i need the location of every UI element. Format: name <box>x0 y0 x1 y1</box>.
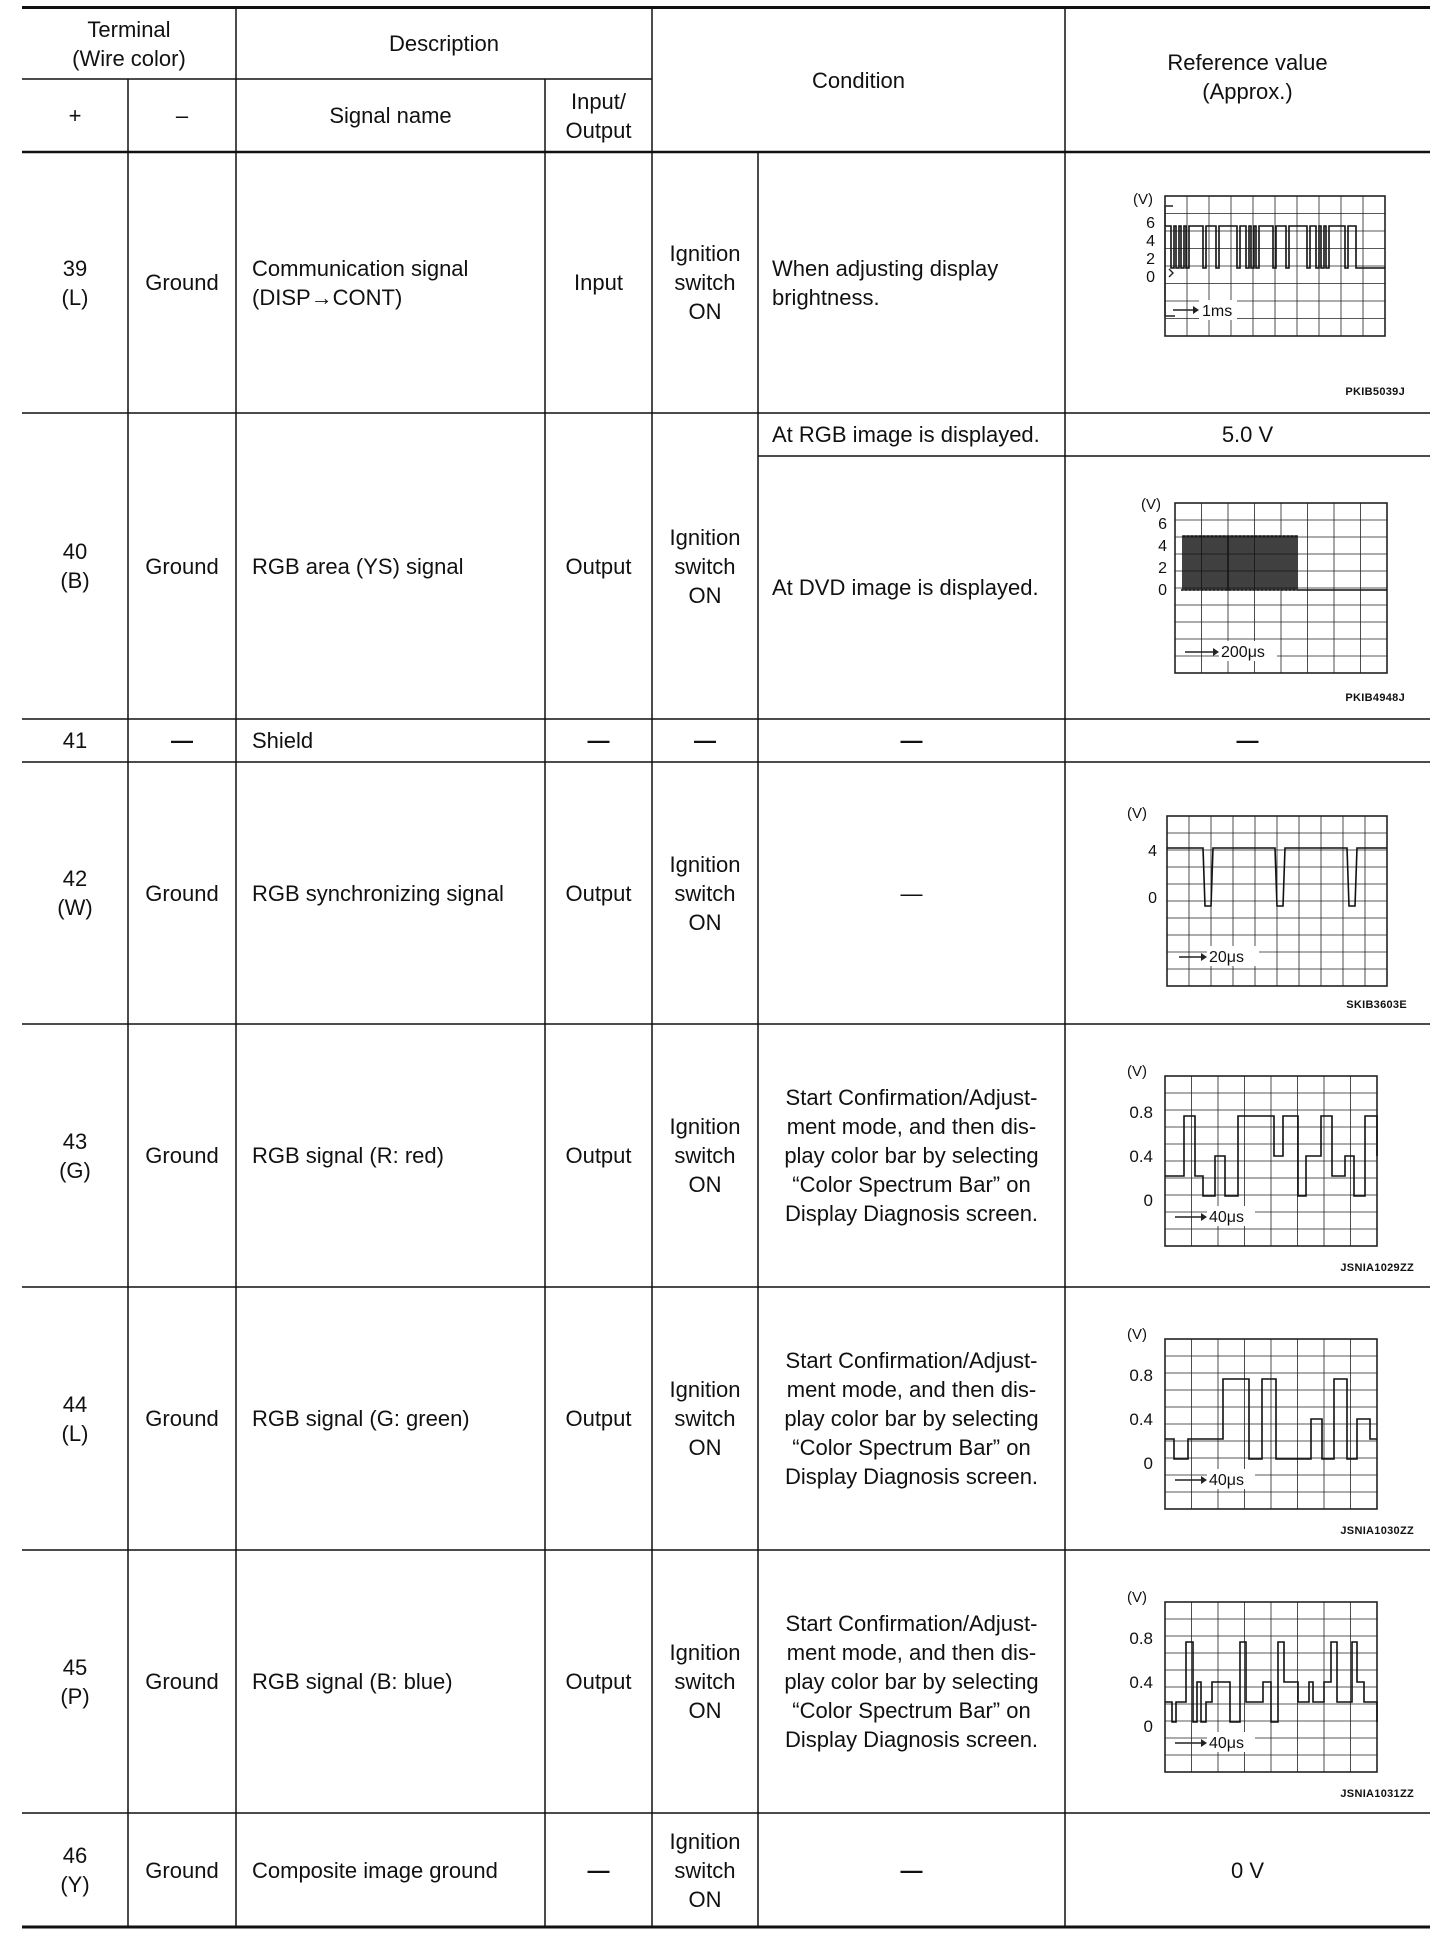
io-type: Input <box>574 270 623 295</box>
figure-code: JSNIA1030ZZ <box>1340 1525 1414 1537</box>
signal-name: Shield <box>252 728 314 753</box>
condition-text: When adjusting display brightness. <box>772 255 999 310</box>
waveform-43 <box>1087 1054 1407 1254</box>
signal-name: RGB signal (G: green) <box>252 1406 470 1431</box>
terminal-number: 40 (B) <box>60 539 90 593</box>
ignition-state: Ignition switch ON <box>669 851 741 935</box>
signal-name: RGB area (YS) signal <box>252 553 464 579</box>
ground-terminal: Ground <box>145 1406 219 1431</box>
condition-text: — <box>900 1857 923 1883</box>
y-tick-label: 0 <box>1158 582 1167 599</box>
time-scale-label: 200μs <box>1221 644 1265 661</box>
figure-code: SKIB3603E <box>1346 999 1407 1011</box>
ignition-state: — <box>694 728 716 753</box>
y-tick-label: 0 <box>1143 1717 1153 1736</box>
terminal-number: 41 <box>62 728 88 753</box>
time-scale-label: 20μs <box>1209 949 1245 966</box>
y-tick-label: 0.4 <box>1129 1147 1153 1166</box>
header-terminal: Terminal (Wire color) <box>72 16 186 71</box>
ground-terminal: Ground <box>145 553 219 579</box>
y-tick-label: 4 <box>1146 233 1155 250</box>
terminal-number: 43 (G) <box>59 1128 91 1183</box>
waveform-trace <box>1181 536 1387 590</box>
y-unit-label: (V) <box>1141 496 1161 513</box>
condition-text: — <box>900 880 923 906</box>
signal-name: RGB synchronizing signal <box>252 880 504 906</box>
ground-terminal: Ground <box>145 880 219 906</box>
header-signal-name: Signal name <box>329 103 452 128</box>
y-tick-label: 6 <box>1146 215 1155 232</box>
ignition-state: Ignition switch ON <box>669 524 741 608</box>
io-type: — <box>587 728 610 753</box>
y-unit-label: (V) <box>1127 1063 1147 1080</box>
io-type: — <box>587 1857 610 1883</box>
y-unit-label: (V) <box>1133 191 1153 208</box>
ignition-state: Ignition switch ON <box>669 1640 741 1723</box>
waveform-40 <box>1105 491 1405 676</box>
y-tick-label: 0.8 <box>1129 1103 1153 1122</box>
signal-name: Communication signal (DISP→CONT) <box>252 255 469 310</box>
ignition-state: Ignition switch ON <box>669 1828 741 1912</box>
io-type: Output <box>565 1143 632 1168</box>
terminal-reference-table <box>22 6 1430 1930</box>
y-tick-label: 2 <box>1158 560 1167 577</box>
header-minus: – <box>175 103 189 128</box>
header-condition: Condition <box>812 67 905 93</box>
io-type: Output <box>565 1669 632 1694</box>
signal-name: Composite image ground <box>252 1857 498 1883</box>
ground-terminal: Ground <box>145 1669 219 1694</box>
condition-text: Start Confirmation/Adjust- ment mode, and then dis- play color bar by selecting “Color Spectrum Bar” on Display Diagnosis screen. <box>784 1611 1039 1752</box>
condition-text: — <box>900 728 923 753</box>
header-reference-value: Reference value (Approx.) <box>1167 50 1328 104</box>
figure-code: JSNIA1029ZZ <box>1340 1262 1414 1274</box>
figure-code: PKIB5039J <box>1345 386 1405 398</box>
y-unit-label: (V) <box>1127 1326 1147 1343</box>
signal-name: RGB signal (R: red) <box>252 1143 444 1168</box>
ignition-state: Ignition switch ON <box>669 1114 741 1197</box>
header-description: Description <box>388 31 500 56</box>
io-type: Output <box>565 1406 632 1431</box>
y-tick-label: 0 <box>1143 1191 1153 1210</box>
y-tick-label: 4 <box>1158 538 1167 555</box>
ignition-state: Ignition switch ON <box>669 241 741 324</box>
terminal-number: 44 (L) <box>61 1391 89 1446</box>
y-unit-label: (V) <box>1127 1589 1147 1606</box>
condition-rgb: At RGB image is displayed. <box>772 422 1040 447</box>
ground-terminal: Ground <box>145 270 219 295</box>
reference-value: — <box>1236 728 1259 753</box>
time-scale-label: 40μs <box>1209 1472 1245 1489</box>
condition-dvd: At DVD image is displayed. <box>772 575 1039 600</box>
waveform-39 <box>1105 186 1405 361</box>
time-scale-label: 1ms <box>1202 303 1233 320</box>
terminal-number: 39 (L) <box>61 255 89 310</box>
io-type: Output <box>565 553 632 579</box>
terminal-number: 42 (W) <box>57 866 93 920</box>
reference-value: 0 V <box>1230 1857 1265 1883</box>
value-rgb: 5.0 V <box>1221 422 1274 447</box>
time-scale-label: 40μs <box>1209 1735 1245 1752</box>
waveform-44 <box>1087 1317 1407 1517</box>
y-tick-label: 4 <box>1148 843 1157 860</box>
terminal-number: 45 (P) <box>60 1654 90 1709</box>
header-input-output: Input/ Output <box>565 88 632 143</box>
y-tick-label: 6 <box>1158 516 1167 533</box>
time-scale-label: 40μs <box>1209 1209 1245 1226</box>
y-tick-label: 0.8 <box>1129 1366 1153 1385</box>
terminal-number: 46 (Y) <box>60 1843 90 1897</box>
y-unit-label: (V) <box>1127 805 1147 822</box>
y-tick-label: 0.8 <box>1129 1629 1153 1648</box>
condition-text: Start Confirmation/Adjust- ment mode, and then dis- play color bar by selecting “Color Spectrum Bar” on Display Diagnosis screen. <box>784 1085 1039 1226</box>
y-tick-label: 0 <box>1146 269 1155 286</box>
waveform-45 <box>1087 1580 1407 1780</box>
figure-code: PKIB4948J <box>1345 692 1405 704</box>
waveform-42 <box>1105 792 1405 992</box>
io-type: Output <box>565 880 632 906</box>
condition-text: Start Confirmation/Adjust- ment mode, and then dis- play color bar by selecting “Color Spectrum Bar” on Display Diagnosis screen. <box>784 1348 1039 1489</box>
y-tick-label: 2 <box>1146 251 1155 268</box>
ground-terminal: Ground <box>145 1857 219 1883</box>
ground-terminal: — <box>171 728 193 753</box>
y-tick-label: 0 <box>1148 890 1157 907</box>
y-tick-label: 0.4 <box>1129 1673 1153 1692</box>
figure-code: JSNIA1031ZZ <box>1340 1788 1414 1800</box>
header-plus: + <box>68 103 82 128</box>
y-tick-label: 0 <box>1143 1454 1153 1473</box>
ground-terminal: Ground <box>145 1143 219 1168</box>
ignition-state: Ignition switch ON <box>669 1377 741 1460</box>
signal-name: RGB signal (B: blue) <box>252 1669 453 1694</box>
y-tick-label: 0.4 <box>1129 1410 1153 1429</box>
